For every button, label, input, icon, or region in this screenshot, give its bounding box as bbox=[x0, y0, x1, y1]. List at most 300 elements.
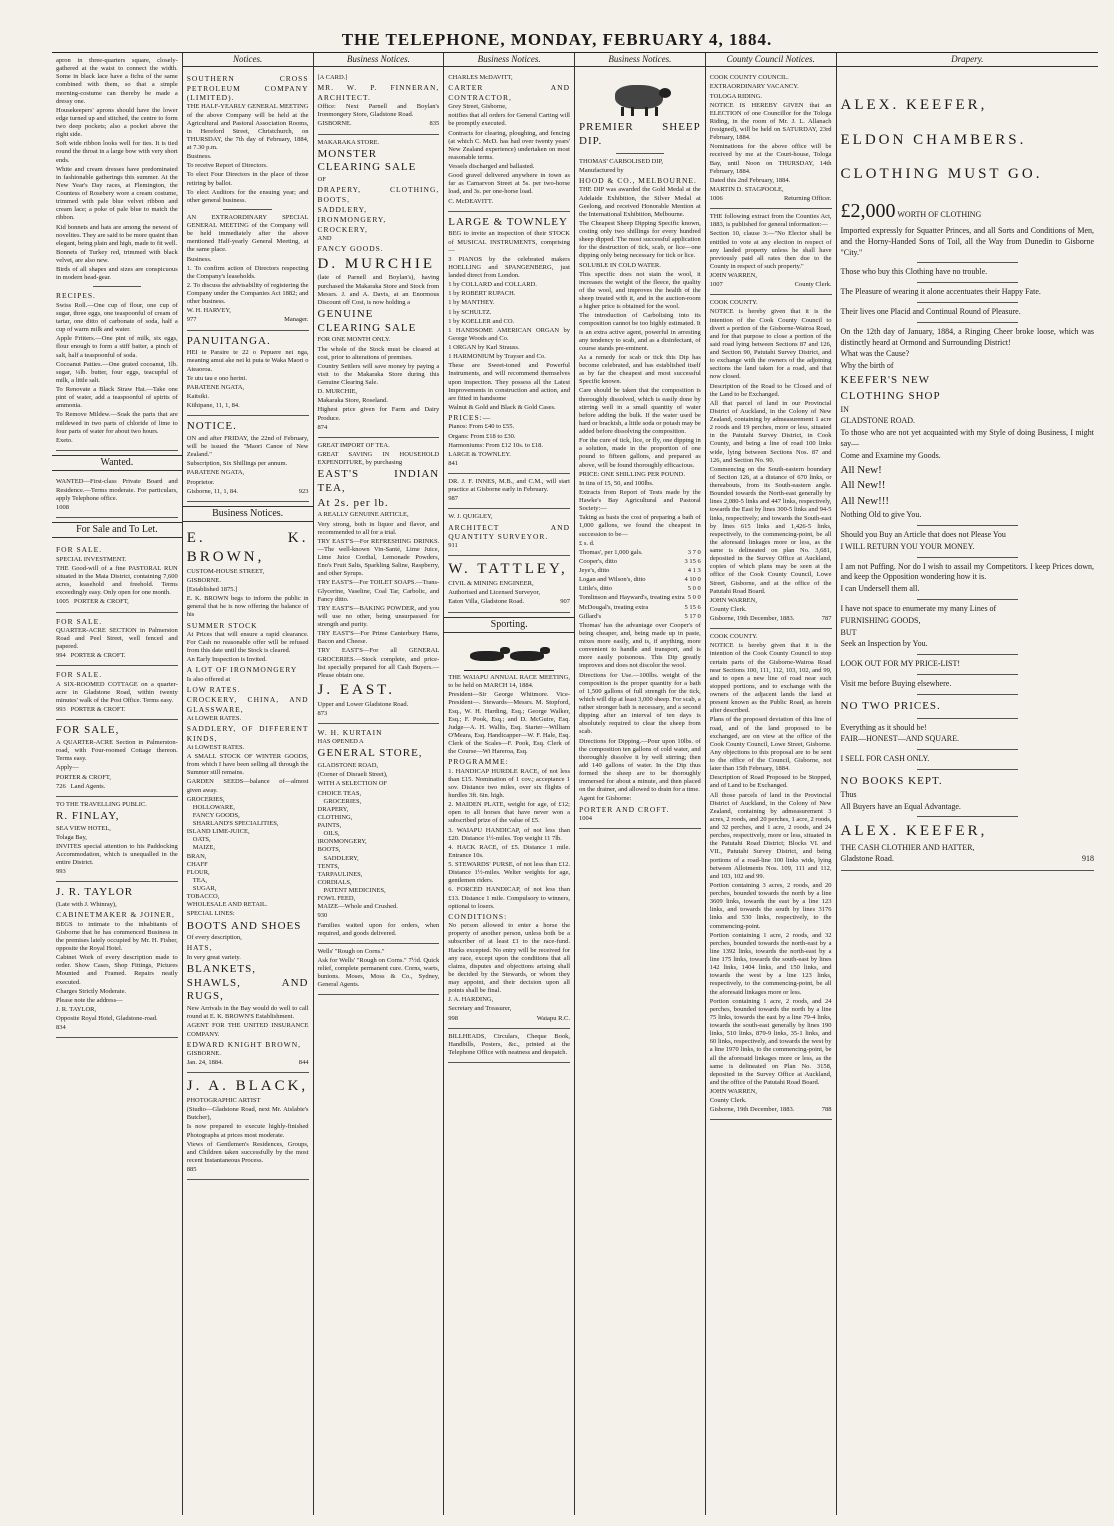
column-6 bbox=[706, 53, 837, 1515]
card-label: [A CARD.] bbox=[317, 74, 348, 82]
tattley-ad bbox=[448, 556, 570, 612]
list-item: FANCY GOODS, bbox=[192, 811, 240, 819]
signatory-place: Kaitsiki. bbox=[186, 392, 209, 400]
pricelist-text: LOOK OUT FOR MY PRICE-LIST! bbox=[840, 659, 961, 669]
list-item: FLOUR, bbox=[186, 868, 210, 876]
agent-label: Agent for Gisborne: bbox=[579, 795, 632, 803]
cost-amount: 4 10 0 bbox=[684, 576, 701, 584]
divider bbox=[917, 262, 1018, 263]
list-item: CORDIALS, bbox=[317, 878, 352, 886]
ad-number: 987 bbox=[448, 495, 458, 503]
brown-line: CROCKERY, CHINA, AND GLASSWARE, bbox=[186, 695, 309, 714]
brown-stock: SUMMER STOCK bbox=[186, 620, 258, 630]
article-paragraph: Bonnets of Turkey red, trimmed with black velvet, are also new. bbox=[56, 248, 178, 264]
ad-number: 835 bbox=[429, 120, 440, 128]
agent-name: PORTER & CROFT, bbox=[73, 598, 129, 606]
price-item: Harmoniums: From £12 10s. to £18. bbox=[448, 441, 544, 449]
brown-boots: BOOTS AND SHOES bbox=[186, 919, 302, 932]
brown-established: [Established 1875.] bbox=[186, 586, 238, 593]
in-label: IN bbox=[840, 404, 849, 414]
notice-title: COOK COUNTY. bbox=[709, 299, 758, 307]
article-paragraph: Kid bonnets and hats are among the newest of novelties. They are said to be more quaint than elegant, being plain and high, made to fit well. bbox=[56, 223, 178, 247]
notice-text: Commencing on the South-eastern boundary of Section 126, at a distance of 670 links, or thereabouts, from its South-eastern angle. Bounded towards the North-east generally by lines 2,080-5 links and 447 links, respectively, towards the East by lines 300-5 links and 94-5 links, respectively; and towards the South-east by lines 615 links and 1,426-5 links, respectively, to the commencing-point, be all the aforesaid linkages more or less, as the same is delineated on plan No. 3,681, deposited in the Survey Office at Auckland, copies of which plans may be seen at the office of the Cook County Council, Lowe Street, Gisborne, and at the office of the Patutahi Road Board. bbox=[709, 465, 832, 595]
notice-date: Gisborne, 19th December, 1883. bbox=[709, 615, 795, 622]
keefer-role: THE CASH CLOTHIER AND HATTER, bbox=[840, 842, 975, 852]
column-heading: County Council Notices. bbox=[706, 53, 836, 67]
notice-text: THE HALF-YEARLY GENERAL MEETING of the above Company will be held at the Agricultural and Pastoral Association Rooms, in Hereford Street, Christchurch, on THURSDAY, the 7th day of February, 1884, at 7.30 p.m. bbox=[186, 103, 309, 151]
list-item: CLOTHING, bbox=[317, 813, 353, 821]
ad-number: 874 bbox=[317, 423, 328, 431]
saving-text: GREAT SAVING IN HOUSEHOLD EXPENDITURE, by purchasing bbox=[317, 450, 440, 466]
taylor-address: Opposite Royal Hotel, Gladstone-road. bbox=[56, 1015, 158, 1022]
race-officers: President—Sir George Whitmore. Vice-President—. Stewards—Messrs. M. Stopford, Esq., W. H. Harding, Esq.; George Walker, Esq.; F. Pook, Esq.; and D. McGuire, Esq. Judge—A. H. Wallis, Esq. Starter—William O'Meara, Esq. Handicapper—W. F. Hale, Esq. Clerk of the Scales—F. Pook, Esq. Clerk of the Course—Wi Hareroa, Esq. bbox=[448, 691, 570, 756]
list-item: TEA, bbox=[192, 876, 208, 884]
notice-text: Portion containing 1 acre, 2 roods, and 24 perches, bounded towards the north by a line 75 links, towards the east by a line 79-4 links, towards the south-east generally by lines 190 links, 510 links, 879-9 links, 35-1 links, and 60 links, respectively, and towards the west by a line 1970 links, to the commencing-point, be all the aforesaid linkages more or less, as the same is delineated on Plan No. 3158, deposited in the Survey Office at Auckland, and the office of the Patutahi Road Board. bbox=[709, 997, 832, 1086]
conditions-text: No person allowed to enter a horse the property of another person, unless both be a subscriber of at least £1 to the race-fund. Hacks excepted. No entry will be received for any race, except upon the conditions that all claims, disputes and objections arising shall be decided by the Stewards, or whom they may appoint, and their decision upon all points shall be final. bbox=[448, 922, 570, 995]
programme-item: 2. MAIDEN PLATE, weight for age, of £12; open to all horses that have never won a subscribed prize of the value of £5. bbox=[448, 801, 570, 825]
sheep-dip-ad bbox=[579, 70, 701, 829]
brown-blankets: BLANKETS, SHAWLS, AND RUGS, bbox=[186, 962, 309, 1003]
divider bbox=[917, 557, 1018, 558]
list-item: GROCERIES, bbox=[186, 795, 225, 803]
column-heading: Business Notices. bbox=[575, 53, 705, 67]
sheep-title: PREMIER SHEEP DIP. bbox=[579, 121, 701, 147]
birth-text: Why the birth of bbox=[840, 361, 894, 371]
signatory-role: Proprietor. bbox=[186, 478, 215, 486]
cause-text: What was the Cause? bbox=[840, 349, 910, 359]
divider bbox=[917, 322, 1018, 323]
cost-name: Thomas', per 1,000 gals. bbox=[579, 548, 643, 556]
taylor-address-note: Please note the address— bbox=[56, 996, 123, 1004]
signatory: PARATENE NGATA, bbox=[186, 469, 245, 477]
finneran-town: GISBORNE. bbox=[317, 120, 352, 128]
cost-amount: 5 15 6 bbox=[684, 603, 701, 611]
cost-amount: 5 17 0 bbox=[684, 612, 701, 620]
everything-text: Everything as it should be! bbox=[840, 722, 927, 732]
goods-line: IRONMONGERY, CROCKERY, bbox=[317, 215, 387, 234]
innes-text: DR. J. F. INNES, M.B., and C.M., will start practice at Gisborne early in February. bbox=[448, 478, 570, 494]
ad-number: 930 bbox=[317, 912, 328, 920]
wanted-ad bbox=[56, 474, 178, 518]
notice-desc-title: Description of the Road to be Closed and of the Land to be Exchanged. bbox=[709, 382, 832, 398]
notice-text: Section 10, clause 3:—"No Elector shall be entitled to vote at any election in respect of any landed property unless he shall have previously paid all rates then due to the County in respect of such property." bbox=[709, 230, 832, 270]
but-label: BUT bbox=[840, 627, 857, 637]
brown-line: At LOWEST RATES. bbox=[186, 743, 245, 751]
column-2 bbox=[183, 53, 314, 1515]
notice-desc-title: Description of Road Proposed to be Stopped, and of Land to be Exchanged. bbox=[709, 774, 832, 790]
finneran-name: MR. W. P. FINNERAN, ARCHITECT. bbox=[317, 83, 440, 102]
brown-line: At LOWER RATES. bbox=[186, 715, 242, 722]
try-east: TRY EAST'S—For Prime Canterbury Hams, Bacon and Cheese. bbox=[317, 630, 440, 646]
mcdavitt-text: Vessels discharged and ballasted. bbox=[448, 163, 535, 170]
should-text: Should you Buy an Article that does not Please You bbox=[840, 529, 1006, 539]
dip-price: PRICE: ONE SHILLING PER POUND. bbox=[579, 470, 685, 478]
return-text: I WILL RETURN YOU YOUR MONEY. bbox=[840, 541, 975, 551]
notice-text: Plans of the proposed deviation of this line of road, and of the land proposed to be exchanged, are on view at the office of the Cook County Council, Lowe Street, Gisborne. Any objections to this proposal are to be sent to the office of the Council, Gisborne, not later than 15th February, 1884. bbox=[709, 716, 832, 773]
column-1 bbox=[52, 53, 183, 1515]
brown-line: Of every description, bbox=[186, 934, 242, 942]
column-heading: Business Notices. bbox=[314, 53, 444, 67]
nothing-old: Nothing Old to give You. bbox=[840, 510, 922, 520]
keefer-address: Gladstone Road. bbox=[840, 854, 894, 864]
dip-text: As a remedy for scab or tick this Dip has become celebrated, and has established itself as by far the cheapest and most successful Specific known. bbox=[579, 353, 701, 386]
piano-item: 1 by ROBERT RUPACH. bbox=[448, 290, 516, 298]
inspection-text: Seek an Inspection by You. bbox=[840, 639, 928, 649]
cost-amount: 3 15 6 bbox=[684, 557, 701, 565]
sale-ad-2 bbox=[56, 613, 178, 667]
piano-item: 1 by KOELLER and CO. bbox=[448, 317, 515, 325]
panuitanga-notice bbox=[187, 331, 309, 417]
dip-text: The introduction of Carbolising into its composition cannot be too highly estimated. It is an extra active agent, powerful in arresting any tendency to scab, and as a disinfectant, of course stands pre-eminent. bbox=[579, 312, 701, 352]
travel-heading: TO THE TRAVELLING PUBLIC. bbox=[56, 800, 147, 808]
column-heading: Drapery. bbox=[837, 53, 1099, 67]
tea-price: At 2s. per lb. bbox=[317, 496, 389, 509]
notice-text: THE following extract from the Counties Act, 1883, is published for general information:— bbox=[709, 213, 832, 229]
genuine-sale: GENUINE CLEARING SALE bbox=[317, 307, 417, 334]
visit-text: Visit me before Buying elsewhere. bbox=[840, 678, 952, 688]
columns-grid bbox=[52, 53, 1098, 1515]
notice-title: SOUTHERN CROSS PETROLEUM COMPANY (LIMITED). bbox=[186, 74, 309, 102]
counties-act-notice bbox=[710, 209, 832, 295]
road-label: GLADSTONE ROAD. bbox=[840, 416, 916, 426]
programme-item: 5. STEWARDS' PURSE, of not less than £12. Distance 1½-miles. Welter weights for age, gentlemen riders. bbox=[448, 861, 570, 885]
notice-title: COOK COUNTY COUNCIL. bbox=[709, 74, 789, 82]
sale-ad-3 bbox=[56, 666, 178, 720]
brown-special: SPECIAL LINES: bbox=[186, 910, 235, 918]
quigley-name: W. J. QUIGLEY, bbox=[448, 513, 493, 521]
murchie-name: D. MURCHIE bbox=[317, 255, 436, 272]
piano-item: 1 HARMONIUM by Trayser and Co. bbox=[448, 353, 546, 361]
goods-line: SADDLERY, bbox=[317, 205, 367, 214]
sale-subtitle: SPECIAL INVESTMENT. bbox=[56, 555, 127, 563]
signatory: MARTIN D. STAGPOOLE, bbox=[709, 185, 784, 193]
cost-row bbox=[579, 594, 701, 602]
road-closing-notice bbox=[710, 295, 832, 629]
dip-directions: Directions for Use.—100lbs. weight of the composition is the proper quantity for a bath of 1,500 gallons of full strength for the tick, which will dip at least 3,000 sheep. For scab, a rather stronger bath is necessary, and a second dipping after an interval of ten days is absolutely required to clear the sheep from scab. bbox=[579, 671, 701, 736]
thus-text: Thus bbox=[840, 789, 857, 799]
cost-row bbox=[579, 576, 701, 584]
worth-label: WORTH OF CLOTHING bbox=[897, 210, 982, 219]
cost-name: Logan and Wilson's, ditto bbox=[579, 576, 646, 584]
programme-item: 6. FORCED HANDICAP, of not less than £13. Distance 1 mile. Compulsory to winners, optional to losers. bbox=[448, 886, 570, 910]
tattley-auth: Authorised and Licensed Surveyor, bbox=[448, 589, 541, 597]
cost-amount: 5 0 0 bbox=[687, 594, 701, 602]
notice-text: Portion containing 1 acre, 2 roods, and 32 perches, bounded towards the north-east by a line 1392 links, towards the north-east by a line 175 links, towards the south-east by lines 142 links, 1404 links, and 150 links, and towards the west by a line 123 links, respectively, to the commencing-point, be all the aforesaid linkages more or less. bbox=[709, 931, 832, 996]
list-item: ISLAND LIME-JUICE, bbox=[186, 828, 250, 836]
costs-table bbox=[579, 549, 701, 621]
mcdavitt-text: Good gravel delivered anywhere in town as far as Carnarvon Street at 5s. per two-horse load, and 3s. per one-horse load. bbox=[448, 172, 570, 196]
space-text: I have not space to enumerate my many Lines of bbox=[840, 603, 997, 613]
lives-text: Their lives one Placid and Continual Round of Pleasure. bbox=[840, 306, 1021, 316]
business-item: 2. To discuss the advisability of registering the Company under the Companies Act 1882; and other business. bbox=[186, 281, 309, 306]
taylor-text: BEGS to intimate to the inhabitants of Gisborne that he has commenced Business in the premises lately occupied by Mr. H. Fisher, opposite the Royal Hotel. bbox=[56, 920, 178, 952]
cost-row bbox=[579, 585, 701, 593]
tattley-address: Eaton Villa, Gladstone Road. bbox=[448, 598, 525, 606]
strong-text: Very strong, both in liquor and flavor, and recommended to all for a trial. bbox=[317, 520, 440, 536]
list-item: FOWL FEED, bbox=[317, 895, 356, 903]
vacancy-notice bbox=[710, 70, 832, 209]
puffing-text: I am not Puffing. Nor do I wish to assail my Competitors. I keep Prices down, and keep the Opposition wondering how it is. bbox=[840, 561, 1094, 582]
fashion-article bbox=[56, 53, 178, 451]
for-sale-heading: For Sale and To Let. bbox=[52, 522, 182, 539]
dip-text: THE DIP was awarded the Gold Medal at the Adelaide Exhibition, the Silver Medal at Geelong, and received Honorable Mention at the International Exhibition, Melbourne. bbox=[579, 186, 701, 218]
brown-ad bbox=[187, 525, 309, 1073]
notice-text: Portion containing 3 acres, 2 roods, and 20 perches, bounded towards the north by a line 3609 links, towards the east by a line 123 links, and towards the south by lines 3176 links and 530 links, respectively, to the commencing-point. bbox=[709, 881, 832, 930]
billheads-ad bbox=[448, 1029, 570, 1063]
list-item: TENTS, bbox=[317, 862, 340, 870]
divider bbox=[917, 302, 1018, 303]
mcdavitt-trade: CARTER AND CONTRACTOR, bbox=[448, 83, 570, 102]
maker-name: HOOD & CO., MELBOURNE. bbox=[579, 176, 697, 185]
billheads-text: BILLHEADS, Circulars, Cheque Book, Handbills, Posters, &c., printed at the Telephone Office with neatness and despatch. bbox=[448, 1032, 570, 1056]
sale-text: A SIX-ROOMED COTTAGE on a quarter-acre in Gladstone Road, within twenty minutes' walk of the Post Office. Terms easy. bbox=[56, 680, 178, 704]
agent-role: Land Agents. bbox=[70, 782, 106, 790]
ad-number: 1007 bbox=[709, 281, 723, 289]
cost-row bbox=[579, 549, 701, 557]
signatory: W. H. HARVEY, bbox=[186, 307, 231, 315]
manufactured-label: Manufactured by bbox=[579, 166, 624, 174]
of-label: OF bbox=[317, 176, 326, 184]
kurtain-ad bbox=[318, 724, 440, 944]
brown-line: Is also offered at bbox=[186, 675, 231, 683]
ad-number: 834 bbox=[56, 1024, 66, 1032]
large-text: These are Sweet-toned and Powerful Instruments, and will recommend themselves upon inspection. They possess all the Latest Improvements in construction and action, and are fitted in handsome bbox=[448, 362, 570, 402]
list-item: OATS, bbox=[192, 836, 211, 844]
highest-text: Highest price given for Farm and Dairy Produce. bbox=[317, 406, 440, 422]
divider bbox=[917, 674, 1018, 675]
programme-title: PROGRAMME: bbox=[448, 757, 509, 767]
list-item: CHOICE TEAS, bbox=[317, 789, 362, 797]
piano-item: 1 by MANTHEY. bbox=[448, 299, 495, 307]
notice-text: NOTICE IS HEREBY GIVEN that an ELECTION of one Councillor for the Tologa Riding, in the room of Mr. J. L. Allanach (resigned), will be held on SATURDAY, 23rd February, 1884. bbox=[709, 101, 832, 142]
mcdavitt-ad bbox=[448, 70, 570, 211]
divider bbox=[917, 525, 1018, 526]
sale-text: THE Good-will of a fine PASTORAL RUN situated in the Maia District, containing 7,600 acres, leasehold and freehold. Terms exceedingly easy. Only open for one month. bbox=[56, 564, 178, 597]
notice-riding: TOLOGA RIDING. bbox=[709, 92, 762, 100]
list-item: HOLLOWARE, bbox=[192, 803, 235, 811]
unacquainted-text: To those who are not yet acquainted with my Style of doing Business, I might say— bbox=[840, 428, 1094, 449]
agent-name: PORTER AND CROFT. bbox=[579, 804, 670, 814]
business-notices-heading: Business Notices. bbox=[183, 506, 313, 523]
ad-number: 1006 bbox=[709, 195, 723, 202]
sheep-icon bbox=[605, 79, 675, 117]
innes-ad bbox=[448, 474, 570, 509]
taylor-ad bbox=[56, 882, 178, 1038]
brown-date: Jan. 24, 1884. bbox=[186, 1059, 224, 1067]
notice-text: All those parcels of land in the Provincial District of Auckland, in the Colony of New Zealand, containing by admeasurement 3 acres, 2 roods, and 20 perches, 1 acre, 2 roods, and 32 perches, and 1 acre, 2 roods, and 24 perches, respectively, more or less, situated in the Patutahi Road District; Blocks VI. and VII., Patutahi Survey District, and being portions of a road-line 100 links wide, lying between Allotments Nos. 109, 111 and 112, and 103, 102 and 99. bbox=[709, 791, 832, 880]
divider bbox=[93, 286, 142, 287]
list-item: SHARLAND'S SPECIALITIES, bbox=[192, 820, 279, 827]
list-item: PAINTS, bbox=[317, 822, 342, 829]
wanted-heading: Wanted. bbox=[52, 455, 182, 472]
piano-item: 1 ORGAN by Karl Strauss. bbox=[448, 344, 520, 351]
makaraka-ad bbox=[318, 135, 440, 438]
sale-title: FOR SALE. bbox=[56, 616, 103, 626]
wanted-text: WANTED—First-class Private Board and Residence.—Terms moderate. For particulars, apply Telephone office. bbox=[56, 478, 178, 502]
notice-date: Gisborne, 19th December, 1883. bbox=[709, 1106, 795, 1114]
large-sign: LARGE & TOWNLEY. bbox=[448, 450, 511, 458]
black-ad bbox=[187, 1073, 309, 1180]
try-east: TRY EAST'S—BAKING POWDER, and you will use no other, being unsurpassed for strength and purity. bbox=[317, 604, 440, 628]
agent-name: PORTER & CROFT. bbox=[70, 706, 126, 714]
column-heading: Notices. bbox=[183, 53, 313, 67]
dip-text: Taking as basis the cost of preparing a bath of 1,000 gallons, we found the cheapest in succession to be— bbox=[579, 514, 701, 538]
large-woods: Walnut & Gold and Black & Gold Cases. bbox=[448, 403, 556, 411]
kurtain-road: GLADSTONE ROAD, bbox=[317, 762, 379, 770]
sporting-heading: Sporting. bbox=[444, 617, 574, 634]
large-title: LARGE & TOWNLEY bbox=[448, 215, 568, 228]
murchie-text: (late of Parnell and Boylan's), having purchased the Makaraka Store and Stock from Messrs. J. and A. Davis, at an Enormous Discount off Cost, is now holding a bbox=[317, 274, 440, 306]
finlay-hotel: SEA VIEW HOTEL, bbox=[56, 824, 111, 832]
brown-line: A LOT OF IRONMONGERY bbox=[186, 665, 298, 675]
column-4 bbox=[444, 53, 575, 1515]
dip-text: Extracts from Report of Tests made by the Hawke's Bay Agricultural and Pastoral Society:— bbox=[579, 488, 701, 513]
settlers-text: Country Settlers will save money by paying a visit to the Makaraka Store during this Genuine Clearing Sale. bbox=[317, 362, 440, 386]
divider bbox=[917, 599, 1018, 600]
sale-ad-1 bbox=[56, 541, 178, 612]
kurtain-with: WITH A SELECTION OF bbox=[317, 780, 388, 788]
signatory: JOHN WARREN, bbox=[709, 1088, 757, 1095]
article-paragraph: Birds of all shapes and sizes are conspicuous in modern head-gear. bbox=[56, 266, 178, 282]
mcdavitt-street: Grey Street, Gisborne, bbox=[448, 103, 507, 111]
programme-item: 3. WAIAPU HANDICAP, of not less than £20. Distance 1½-miles. Top weight 11 7lb. bbox=[448, 826, 570, 842]
cost-name: Tomlinson and Hayward's, treating extra bbox=[579, 594, 685, 602]
brown-address: CUSTOM-HOUSE STREET, bbox=[186, 567, 265, 575]
business-item: To elect Four Directors in the place of those retiring by ballot. bbox=[186, 171, 309, 187]
finneran-ad bbox=[318, 70, 440, 134]
notice-price: Te utu tau e ono herini. bbox=[186, 374, 247, 382]
sale-title: FOR SALE. bbox=[56, 545, 103, 555]
cash-text: I SELL FOR CASH ONLY. bbox=[840, 754, 930, 764]
ad-number: 923 bbox=[298, 487, 309, 495]
notice-subscription: Subscription, Six Shillings per annum. bbox=[186, 460, 288, 468]
article-paragraph: apron in three-quarters square, closely-gathered at the waist to connect the width. Some in black lace have a fichu of the same combined with them, so that a simple morning-costume can thereby be made a dressy one. bbox=[56, 57, 178, 105]
all-new-1: All New! bbox=[840, 463, 882, 476]
dip-text: Thomas' has the advantage over Cooper's of being cheaper, and, being made up in paste, mixes more easily, and is, if anything, more convenient to handle and transport, and is more easily poisonous. This Dip greatly improves and does not discolor the wool. bbox=[579, 621, 701, 670]
sale-text: A QUARTER-ACRE Section in Palmerston-road, with Four-roomed Cottage thereon. Terms easy. bbox=[56, 739, 178, 763]
divider bbox=[917, 282, 1018, 283]
brown-text: E. K. BROWN begs to inform the public in general that he is now offering the balance of his bbox=[186, 595, 309, 619]
racehorse-icon bbox=[464, 645, 554, 671]
notice-text: Nominations for the above office will be received by me at the Court-house, Tologa Bay, until Noon on THURSDAY, 14th February, 1884. bbox=[709, 143, 832, 175]
notice-text: AN EXTRAORDINARY SPECIAL GENERAL MEETING of the Company will be held immediately after the above mentioned Half-yearly General Meeting, at the same place. bbox=[186, 213, 309, 254]
agent-name: PORTER & CROFT, bbox=[56, 773, 111, 781]
kurtain-corner: (Corner of Disraeli Street), bbox=[317, 771, 388, 779]
try-east: TRY EAST'S—For TOILET SOAPS.—Trans-Glycerine, Vaseline, Coal Tar, Carbolic, and Fancy ditto. bbox=[317, 579, 440, 603]
clothing-must-go: CLOTHING MUST GO. bbox=[840, 165, 1043, 182]
notice-date: Gisborne, 11, 1, 84. bbox=[186, 487, 238, 495]
taylor-text: Cabinet Work of every description made to order. Show Cases, Shop Fittings, Pictures Mounted and Framed. Repairs neatly executed. bbox=[56, 954, 178, 986]
brown-agent: AGENT FOR THE UNITED INSURANCE COMPANY. bbox=[186, 1022, 309, 1038]
dip-tins: In tins of 15, 50, and 100lbs. bbox=[579, 479, 654, 487]
taylor-late: (Late with J. Whinray), bbox=[56, 901, 117, 909]
mcdavitt-text: notifies that all orders for General Carting will be promptly executed. bbox=[448, 112, 570, 128]
business-item: To elect Auditors for the ensuing year; and other general business. bbox=[186, 188, 309, 204]
business-item: 1. To confirm action of Directors respecting the Company's leaseholds. bbox=[186, 264, 309, 280]
wells-title: Wells' "Rough on Corns." bbox=[317, 947, 385, 955]
ad-number: 911 bbox=[448, 542, 458, 550]
list-item: MAIZE, bbox=[192, 844, 215, 852]
cost-row bbox=[579, 604, 701, 612]
new-shop: KEEFER'S NEW bbox=[840, 373, 930, 386]
pleasure-text: The Pleasure of wearing it alone accentuates their Happy Fate. bbox=[840, 287, 1041, 297]
list-item: TOBACCO, bbox=[186, 893, 220, 901]
eldon-chambers: ELDON CHAMBERS. bbox=[840, 131, 1027, 148]
signatory: PARATENE NGATA, bbox=[186, 383, 245, 391]
ad-number: 1008 bbox=[56, 503, 69, 511]
murchie-place: Makaraka Store, Roseland. bbox=[317, 397, 388, 405]
brown-text: A SMALL STOCK OF WINTER GOODS, from which I have been selling all through the Summer still remains. bbox=[186, 753, 309, 777]
business-label: Business. bbox=[186, 153, 212, 161]
finlay-place: Tolaga Bay, bbox=[56, 833, 87, 841]
costs-header: £ s. d. bbox=[579, 539, 595, 547]
mcdavitt-text: Contracts for clearing, ploughing, and fencing (at which C. McD. has had over twenty years' New Zealand experience) undertaken on most reasonable terms. bbox=[448, 129, 570, 161]
kurtain-goods-list bbox=[318, 790, 440, 912]
quigley-trade: ARCHITECT AND QUANTITY SURVEYOR. bbox=[448, 522, 570, 541]
keefer-sign: ALEX. KEEFER, bbox=[840, 823, 988, 840]
kurtain-supplied: Families waited upon for orders, when required, and goods delivered. bbox=[317, 921, 440, 937]
piano-item: 3 PIANOS by the celebrated makers HOELLING and SPANGENBERG, just landed direct from London. bbox=[448, 255, 570, 279]
dip-text: The Cheapest Sheep Dipping Specific known, costing only two shillings for every hundred sheep dipped. The most successful application for the destruction of tick, scab, or lice—one dipping only being necessary for tick or lice. bbox=[579, 219, 701, 260]
try-east: TRY EAST'S—For all GENERAL GROCERIES.—Stock complete, and price-list specially prepared for all Cash Buyers.—Please obtain one. bbox=[317, 647, 440, 679]
race-role: Secretary and Treasurer, bbox=[448, 1005, 512, 1013]
divider bbox=[223, 209, 272, 210]
ad-number: 788 bbox=[821, 1106, 832, 1114]
trouble-text: Those who buy this Clothing have no trouble. bbox=[840, 267, 988, 277]
east-ad bbox=[318, 438, 440, 724]
cost-name: Cooper's, ditto bbox=[579, 557, 618, 565]
notice-date: Dated this 2nd February, 1884. bbox=[709, 176, 791, 184]
finlay-ad bbox=[56, 797, 178, 883]
brown-text: At Prices that will ensure a rapid clearance. For Cash no reasonable offer will be refused from this date until the Stock is cleared. bbox=[186, 630, 309, 655]
brown-sign: EDWARD KNIGHT BROWN, bbox=[186, 1039, 301, 1049]
large-townley-ad bbox=[448, 212, 570, 474]
sale-ad-4 bbox=[56, 720, 178, 797]
taylor-charges: Charges Strictly Moderate. bbox=[56, 987, 127, 995]
ad-number: 993 bbox=[56, 868, 66, 876]
murchie-sign: D. MURCHIE, bbox=[317, 388, 358, 396]
brown-goods-list bbox=[187, 796, 309, 910]
finneran-office: Office: Next Parnell and Boylan's Ironmongery Store, Gladstone Road. bbox=[317, 103, 440, 119]
ad-number: 726 bbox=[56, 782, 66, 790]
notice-title: PANUITANGA. bbox=[186, 334, 271, 347]
signatory-role: Returning Officer. bbox=[783, 195, 832, 202]
list-item: MAIZE—Whole and Crushed. bbox=[317, 903, 398, 911]
divider bbox=[917, 769, 1018, 770]
list-item: TARPAULINES, bbox=[317, 870, 363, 878]
cost-amount: 3 7 0 bbox=[687, 548, 701, 556]
signatory-role: County Clerk. bbox=[709, 605, 747, 613]
notice-date: Kiihipane, 11, 1, 84. bbox=[186, 402, 240, 409]
cost-amount: 5 0 0 bbox=[687, 585, 701, 593]
divider bbox=[616, 153, 665, 154]
recipes-heading: RECIPES. bbox=[56, 291, 96, 301]
ad-number: 977 bbox=[186, 316, 197, 324]
agent-name: PORTER & CROFT. bbox=[70, 652, 126, 660]
brown-text: GARDEN SEEDS—balance of—almost given away. bbox=[186, 778, 309, 794]
column-heading: Business Notices. bbox=[444, 53, 574, 67]
list-item: BRAN, bbox=[186, 852, 207, 860]
clothing-shop: CLOTHING SHOP bbox=[840, 389, 941, 402]
all-new-3: All New!!! bbox=[840, 495, 890, 508]
cost-row bbox=[579, 613, 701, 621]
brown-text: New Arrivals in the Bay would do well to call round at E. K. BROWN'S Establishment. bbox=[186, 1005, 309, 1021]
column-7 bbox=[837, 53, 1099, 1515]
brown-line: HATS, bbox=[186, 943, 213, 953]
wells-text: Ask for Wells' "Rough on Corns." 7½d. Quick relief, complete permanent cure. Corns, warts, bunions. Moses, Moss & Co., Sydney, General Agents. bbox=[317, 956, 440, 989]
sale-title: FOR SALE, bbox=[56, 724, 120, 737]
notice-sub: EXTRAORDINARY VACANCY. bbox=[709, 83, 799, 91]
